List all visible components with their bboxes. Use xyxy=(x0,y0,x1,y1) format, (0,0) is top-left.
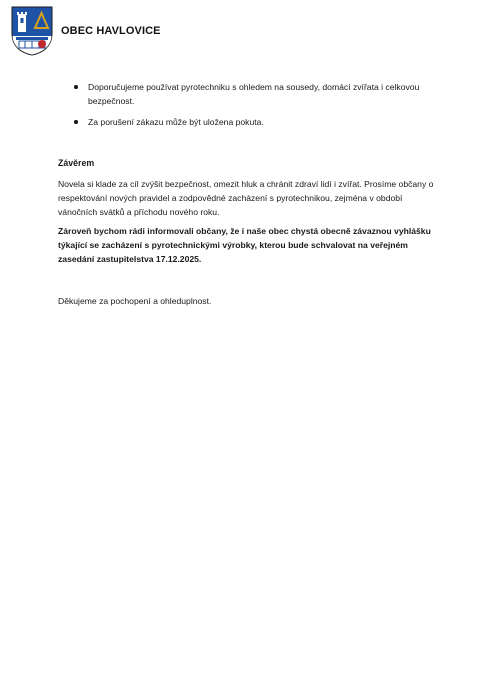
announcement-paragraph: Zároveň bychom rádi informovali občany, že i naše obec chystá obecně závaznou vyhlášku týkající se zacházení s pyrotechnickými výrobky, kterou bude schvalovat na veřejném zasedání zastupitelstva 17.12.2025. xyxy=(58,226,431,264)
conclusion-paragraph: Novela si klade za cíl zvýšit bezpečnost, omezit hluk a chránit zdraví lidí i zvířat. Prosíme občany o respektování nových pravidel a zodpovědné zacházení s pyrotechnikou, zejména v období vánočních svátků a příchodu nového roku. xyxy=(58,179,434,217)
list-item: Za porušení zákazu může být uložena pokuta. xyxy=(58,115,438,129)
document-body xyxy=(58,80,438,308)
bullet-list xyxy=(58,80,438,129)
closing-thanks: Děkujeme za pochopení a ohleduplnost. xyxy=(58,296,212,306)
municipal-coat-of-arms-icon xyxy=(11,6,53,56)
section-heading: Závěrem xyxy=(58,158,95,168)
header xyxy=(11,6,161,56)
org-name: OBEC HAVLOVICE xyxy=(61,25,161,37)
list-item: Doporučujeme používat pyrotechniku s ohledem na sousedy, domácí zvířata i celkovou bezpečnost. xyxy=(58,80,438,108)
